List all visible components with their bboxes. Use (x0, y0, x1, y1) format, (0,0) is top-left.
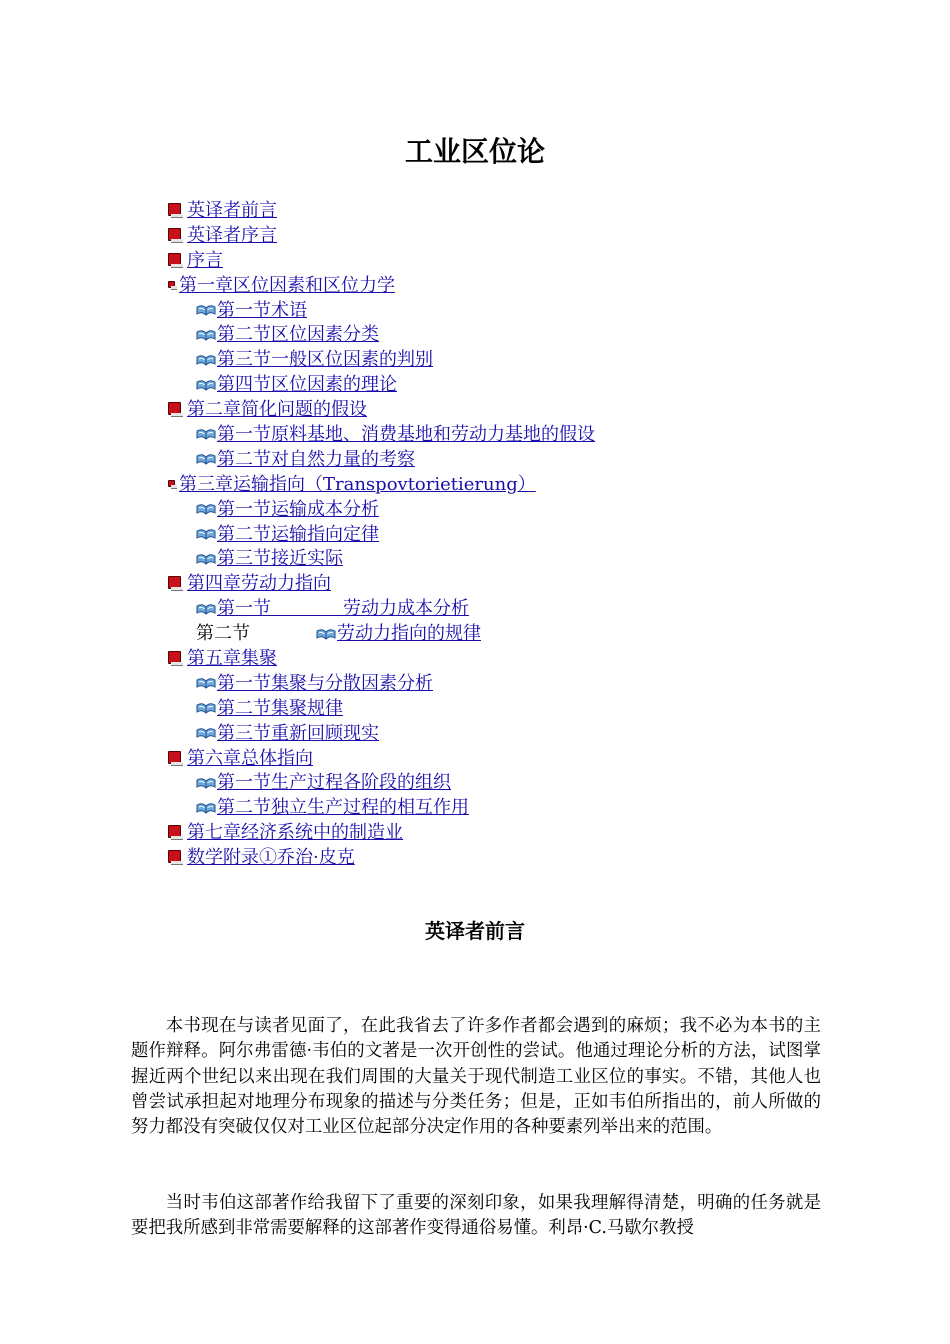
toc-link[interactable]: 第二节集聚规律 (217, 697, 343, 719)
open-book-icon (196, 528, 216, 540)
toc-link[interactable]: 第三章运输指向（Transpovtorietierung） (179, 473, 536, 495)
open-book-icon (196, 802, 216, 814)
toc-item (168, 646, 868, 671)
open-book-icon (196, 777, 216, 789)
open-book-icon (196, 428, 216, 440)
toc-link[interactable]: 第二节运输指向定律 (217, 523, 379, 545)
section-title: 英译者前言 (425, 919, 525, 943)
toc-item (168, 571, 868, 596)
toc-item (168, 298, 868, 323)
page-title: 工业区位论 (404, 135, 545, 168)
toc-item (168, 198, 868, 223)
book-icon (168, 253, 183, 268)
toc-item (168, 397, 868, 422)
open-book-icon (196, 727, 216, 739)
toc-link[interactable]: 第一节 劳动力成本分析 (217, 598, 469, 620)
book-icon (168, 228, 183, 243)
paragraph-1: 本书现在与读者见面了，在此我省去了许多作者都会遇到的麻烦；我不必为本书的主题作辩释。阿尔弗雷德·韦伯的文著是一次开创性的尝试。他通过理论分析的方法，试图掌握近两个世纪以来出现在我们周围的大量关于现代制造工业区位的事实。不错，其他人也曾尝试承担起对地理分布现象的描述与分类任务；但是，正如韦伯所指出的，前人所做的努力都没有突破仅仅对工业区位起部分决定作用的各种要素列举出来的范围。 (131, 1016, 821, 1138)
toc-item (168, 596, 868, 621)
book-icon (168, 651, 183, 666)
toc-item (168, 795, 868, 820)
toc-link[interactable]: 第一节术语 (217, 299, 307, 321)
toc-link[interactable]: 第一节生产过程各阶段的组织 (217, 772, 451, 794)
open-book-icon (196, 603, 216, 615)
book-icon (168, 576, 183, 591)
book-icon (168, 281, 177, 290)
paragraph-2: 当时韦伯这部著作给我留下了重要的深刻印象，如果我理解得清楚，明确的任务就是要把我所感到非常需要解释的这部著作变得通俗易懂。利昂·C.马歇尔教授 (131, 1193, 821, 1239)
toc-link[interactable]: 第一章区位因素和区位力学 (179, 274, 395, 296)
toc-item (168, 721, 868, 746)
book-icon (168, 751, 183, 766)
book-icon (168, 480, 177, 489)
toc-item (168, 347, 868, 372)
open-book-icon (196, 379, 216, 391)
toc-item (168, 223, 868, 248)
toc-item (168, 621, 868, 646)
toc-item (168, 770, 868, 795)
toc-link[interactable]: 第三节一般区位因素的判别 (217, 349, 433, 371)
toc-item (168, 746, 868, 771)
open-book-icon (196, 702, 216, 714)
book-icon (168, 825, 183, 840)
toc-link[interactable]: 数学附录①乔治·皮克 (187, 847, 355, 869)
toc-item (168, 845, 868, 870)
toc-item (168, 322, 868, 347)
toc-link[interactable]: 第二章简化问题的假设 (187, 399, 367, 421)
open-book-icon (196, 453, 216, 465)
toc-item (168, 248, 868, 273)
toc-link[interactable]: 第三节重新回顾现实 (217, 722, 379, 744)
toc-item (168, 522, 868, 547)
open-book-icon (196, 304, 216, 316)
toc-link[interactable]: 第五章集聚 (187, 647, 277, 669)
toc-link[interactable]: 第二节区位因素分类 (217, 324, 379, 346)
toc-link[interactable]: 第一节集聚与分散因素分析 (217, 672, 433, 694)
toc-item (168, 497, 868, 522)
toc-link[interactable]: 第六章总体指向 (187, 747, 313, 769)
toc-item (168, 820, 868, 845)
book-icon (168, 203, 183, 218)
open-book-icon (196, 553, 216, 565)
toc-link[interactable]: 英译者序言 (187, 224, 277, 246)
toc-link[interactable]: 第七章经济系统中的制造业 (187, 822, 403, 844)
open-book-icon (316, 628, 336, 640)
toc-item (168, 273, 868, 298)
open-book-icon (196, 354, 216, 366)
table-of-contents (168, 198, 868, 870)
open-book-icon (196, 503, 216, 515)
toc-item (168, 671, 868, 696)
toc-link[interactable]: 第四章劳动力指向 (187, 573, 331, 595)
toc-link[interactable]: 第二节对自然力量的考察 (217, 448, 415, 470)
book-icon (168, 850, 183, 865)
toc-item (168, 422, 868, 447)
toc-item (168, 472, 868, 497)
toc-link[interactable]: 劳动力指向的规律 (337, 623, 481, 645)
toc-link[interactable]: 序言 (187, 249, 223, 271)
book-icon (168, 402, 183, 417)
toc-link[interactable]: 英译者前言 (187, 199, 277, 221)
toc-link[interactable]: 第二节独立生产过程的相互作用 (217, 797, 469, 819)
toc-item (168, 546, 868, 571)
open-book-icon (196, 329, 216, 341)
toc-item-prefix: 第二节 (196, 623, 250, 645)
toc-link[interactable]: 第四节区位因素的理论 (217, 374, 397, 396)
toc-link[interactable]: 第三节接近实际 (217, 548, 343, 570)
open-book-icon (196, 677, 216, 689)
toc-link[interactable]: 第一节运输成本分析 (217, 498, 379, 520)
toc-item (168, 447, 868, 472)
toc-item (168, 372, 868, 397)
toc-item (168, 696, 868, 721)
toc-link[interactable]: 第一节原料基地、消费基地和劳动力基地的假设 (217, 423, 595, 445)
